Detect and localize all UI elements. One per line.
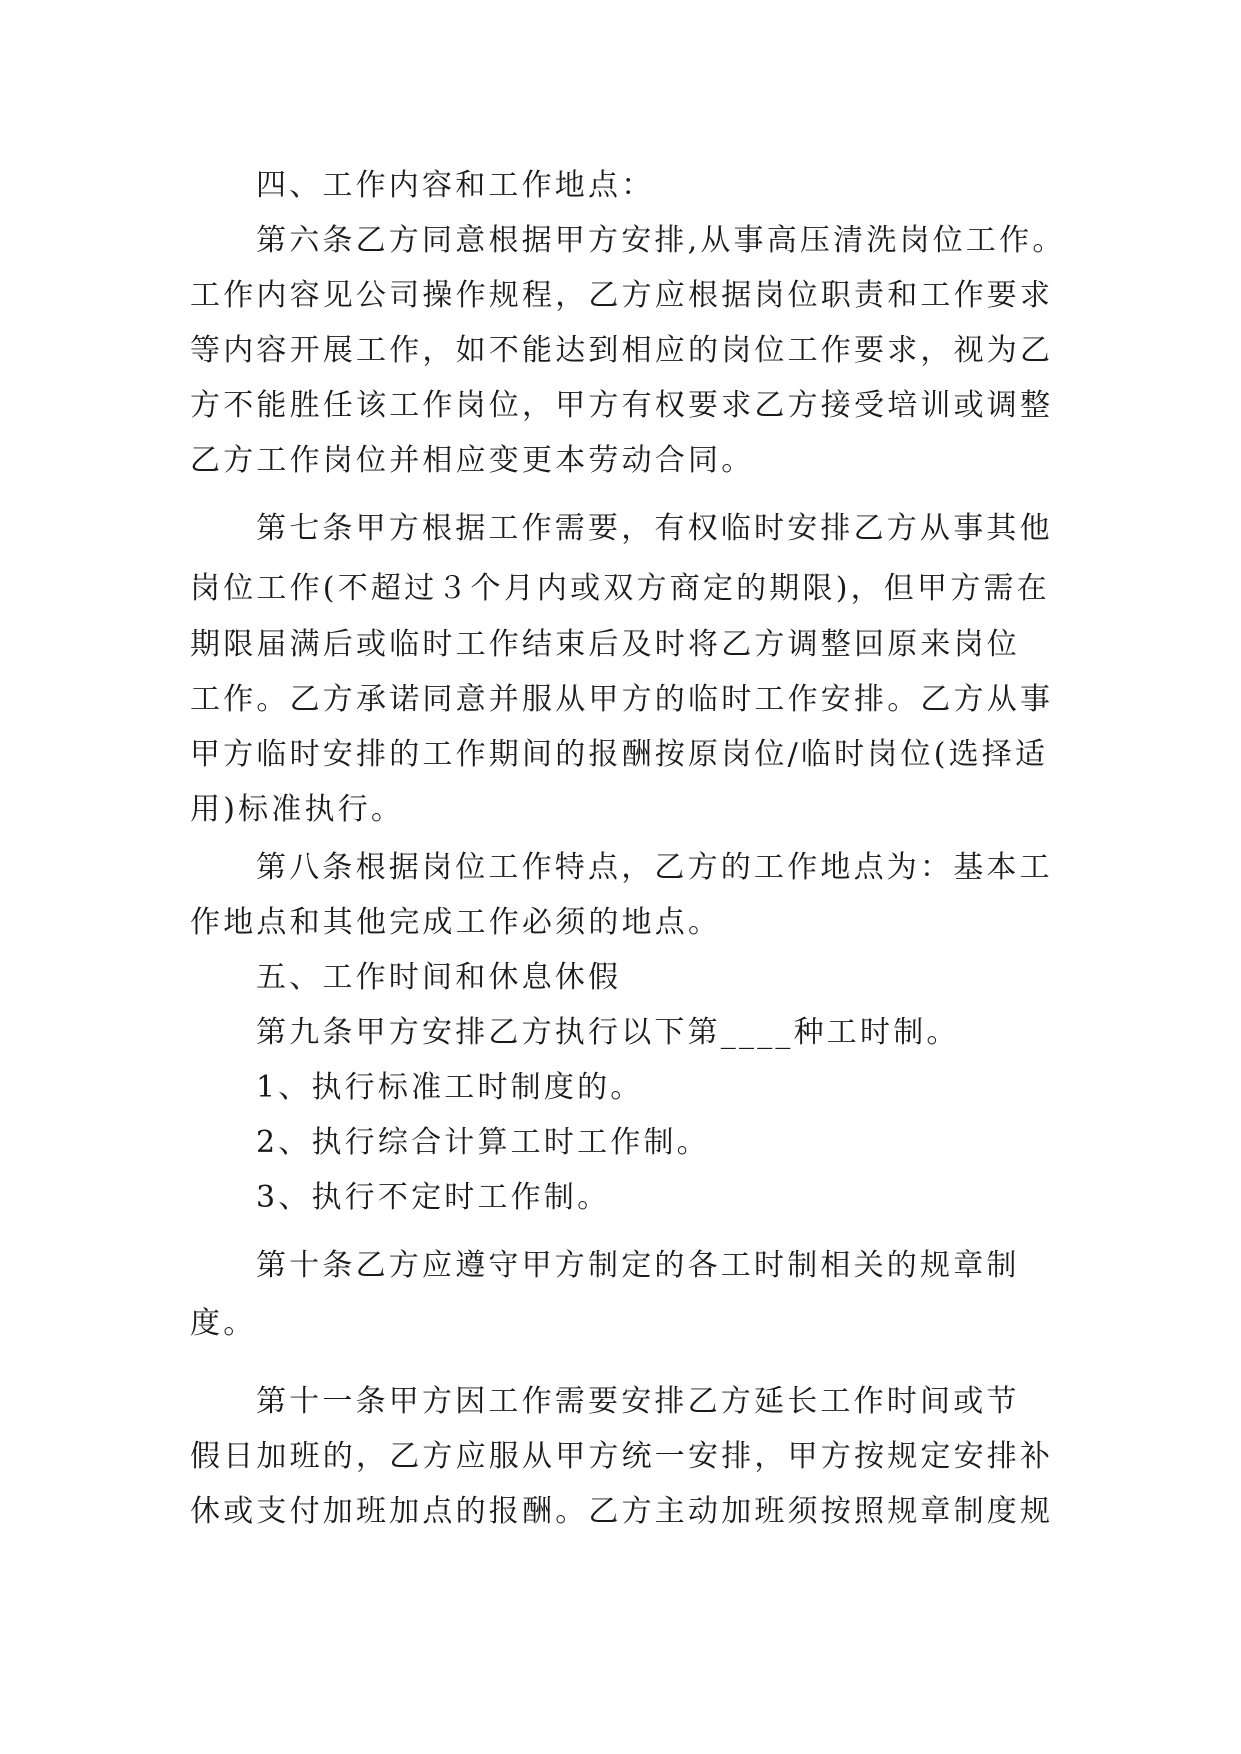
article-11-line-2: 假日加班的，乙方应服从甲方统一安排，甲方按规定安排补: [190, 1439, 1054, 1474]
article-9-line-1: 第九条甲方安排乙方执行以下第____种工时制。: [256, 1015, 960, 1050]
article-8-line-1: 第八条根据岗位工作特点，乙方的工作地点为：基本工: [256, 850, 1053, 885]
article-6-line-2: 工作内容见公司操作规程，乙方应根据岗位职责和工作要求: [190, 278, 1054, 313]
article-7-line-6: 用)标准执行。: [190, 792, 405, 827]
article-7-line-4: 工作。乙方承诺同意并服从甲方的临时工作安排。乙方从事: [190, 682, 1054, 717]
article-8-line-2: 作地点和其他完成工作必须的地点。: [190, 905, 722, 940]
article-7-line-3: 期限届满后或临时工作结束后及时将乙方调整回原来岗位: [190, 627, 1020, 662]
article-7-line-5: 甲方临时安排的工作期间的报酬按原岗位/临时岗位(选择适: [190, 737, 1049, 772]
article-6-line-5: 乙方工作岗位并相应变更本劳动合同。: [190, 443, 755, 478]
list-item-2: 2、执行综合计算工时工作制。: [256, 1125, 710, 1160]
section-heading-work-content: 四、工作内容和工作地点：: [256, 168, 655, 203]
article-6-line-3: 等内容开展工作，如不能达到相应的岗位工作要求，视为乙: [190, 333, 1054, 368]
article-10-line-1: 第十条乙方应遵守甲方制定的各工时制相关的规章制: [256, 1248, 1020, 1283]
list-item-3: 3、执行不定时工作制。: [256, 1180, 611, 1215]
article-10-line-2: 度。: [190, 1306, 257, 1341]
article-6-line-1: 第六条乙方同意根据甲方安排,从事高压清洗岗位工作。: [256, 223, 1066, 258]
article-11-line-1: 第十一条甲方因工作需要安排乙方延长工作时间或节: [256, 1384, 1020, 1419]
list-item-1: 1、执行标准工时制度的。: [256, 1070, 644, 1105]
section-heading-working-hours: 五、工作时间和休息休假: [256, 960, 622, 995]
article-11-line-3: 休或支付加班加点的报酬。乙方主动加班须按照规章制度规: [190, 1494, 1054, 1529]
article-6-line-4: 方不能胜任该工作岗位，甲方有权要求乙方接受培训或调整: [190, 388, 1054, 423]
article-7-line-2: 岗位工作(不超过３个月内或双方商定的期限)，但甲方需在: [190, 571, 1050, 606]
article-7-line-1: 第七条甲方根据工作需要，有权临时安排乙方从事其他: [256, 511, 1053, 546]
